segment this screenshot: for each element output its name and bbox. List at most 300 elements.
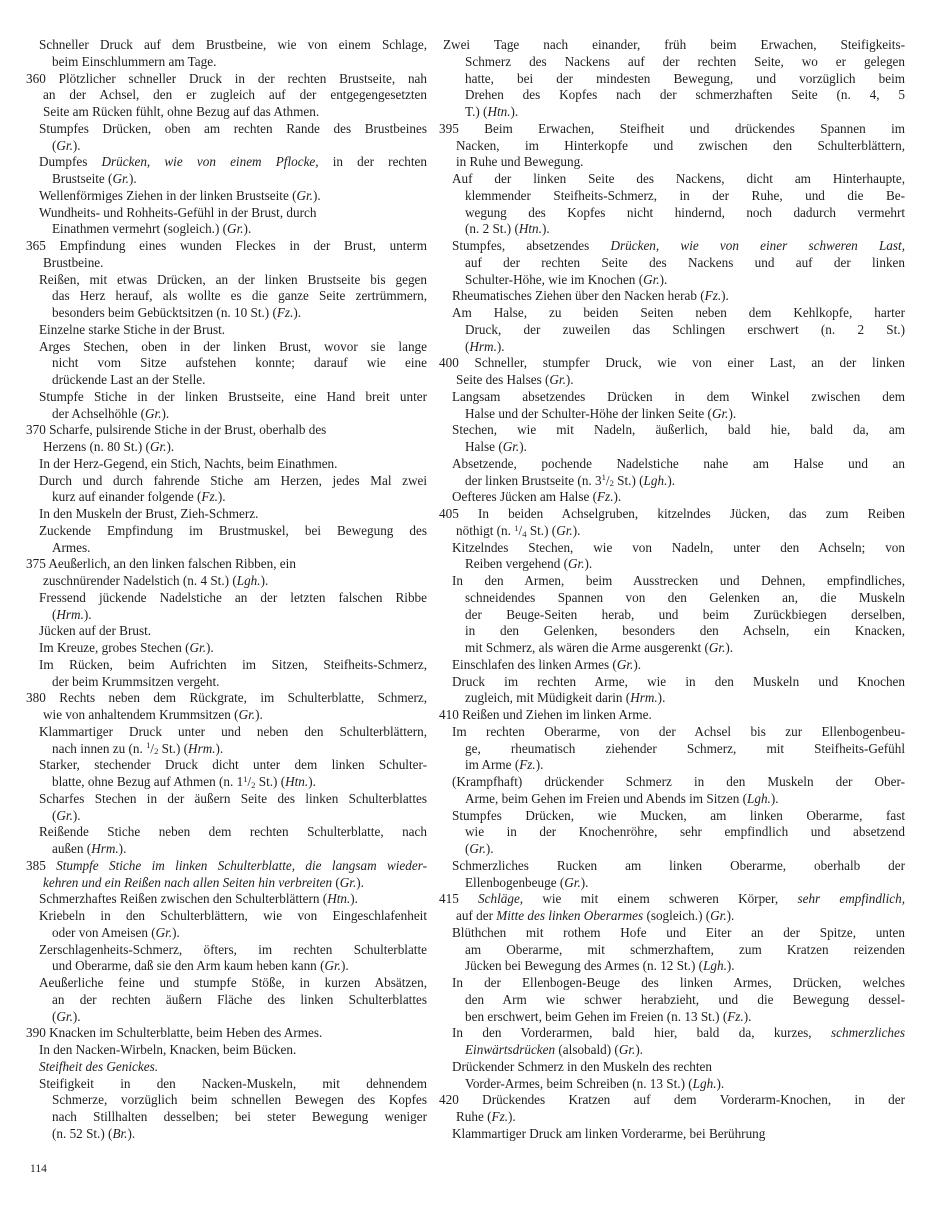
text-segment: In den Vorderarmen, bald hier, bald da, kurzes, (452, 1025, 832, 1041)
text-segment: das Herz herauf, als wollte es die ganze Seite zertrümmern, (52, 288, 427, 304)
text-segment: Schmerzliches Rucken am linken Oberarme, oberhalb der (452, 857, 905, 873)
symptom-entry (439, 1059, 905, 1093)
text-segment: wie von anhaltendem Krummsitzen ( (43, 707, 239, 722)
entry-line (26, 757, 427, 774)
text-segment: / (150, 740, 155, 756)
text-segment: Halse und der Schulter-Höhe der linken Seite ( (465, 405, 712, 421)
italic-text: Lgh. (747, 790, 771, 806)
symptom-entry (26, 205, 427, 239)
text-segment: ). (572, 522, 581, 538)
italic-text: Gr. (149, 439, 167, 454)
italic-text: Gr. (708, 640, 726, 655)
entry-line (439, 875, 905, 892)
text-segment: T.) ( (465, 104, 488, 119)
entry-line (439, 623, 905, 640)
text-segment: ). (260, 573, 269, 588)
entry-line (26, 841, 427, 858)
text-segment: nöthigt (n. (456, 522, 515, 538)
text-segment: Zuckende Empfindung im Brustmuskel, bei Bewegung des (39, 522, 427, 538)
symptom-entry (26, 238, 427, 272)
text-segment: St.) ( (526, 522, 557, 538)
text-segment: in der rechten (318, 154, 427, 170)
text-segment: Stumpfe Stiche in der linken Brustseite, eine Hand breit unter (39, 388, 427, 404)
text-segment: (n. 2 St.) ( (465, 221, 519, 237)
italic-text: Lgh. (692, 1075, 717, 1091)
symptom-entry (26, 339, 427, 389)
entry-line (26, 908, 427, 925)
text-segment: Einschlafen des linken Armes ( (452, 656, 617, 672)
text-segment: ). (633, 656, 642, 672)
italic-text: Gr. (616, 656, 634, 672)
entry-line (439, 154, 905, 171)
italic-text: Mitte des linken Oberarmes (496, 908, 644, 923)
entry-line (439, 1025, 905, 1042)
text-segment: Reißende Stiche neben dem rechten Schulterblatte, nach (39, 824, 427, 840)
text-segment: Scharfes Stechen in der äußern Seite des linken Schulterblattes (39, 790, 427, 806)
text-segment: an der Achsel, den er zugleich auf der entgegengesetzten (43, 87, 427, 103)
entry-line (26, 1109, 427, 1126)
symptom-entry (439, 925, 905, 975)
entry-line (26, 473, 427, 490)
entry-line (439, 439, 905, 456)
entry-line (439, 757, 905, 774)
symptom-entry (26, 757, 427, 791)
column-right (439, 37, 905, 1143)
italic-text: Gr. (112, 171, 129, 186)
text-segment: / (605, 472, 610, 488)
text-segment: ( (465, 338, 470, 354)
text-segment: Drehen des Kopfes nach der schmerzhaften Seite (n. 4, 5 (465, 87, 905, 103)
entry-line (439, 221, 905, 238)
entry-line (26, 975, 427, 992)
text-segment: Durch und durch fahrende Stiche am Herzen, jedes Mal zwei (39, 472, 427, 488)
text-segment: kurz auf einander folgende ( (52, 489, 202, 505)
symptom-entry (26, 154, 427, 188)
text-segment: ben erschwert, beim Gehen im Freien (n. 13 St.) ( (465, 1008, 728, 1024)
entry-line (26, 942, 427, 959)
text-segment: ). (496, 338, 505, 354)
italic-text: Hrm. (469, 338, 497, 354)
symptom-entry (26, 590, 427, 624)
text-segment: Ellenbogenbeuge ( (465, 874, 565, 890)
italic-text: Lgh. (236, 573, 261, 588)
symptom-entry (439, 1025, 905, 1059)
symptom-entry (439, 808, 905, 858)
symptom-entry (26, 942, 427, 976)
text-segment: Wundheits- und Rohheits-Gefühl in der Brust, durch (39, 204, 317, 220)
text-segment: 1 (243, 773, 248, 784)
entry-line (26, 540, 427, 557)
entry-line (26, 724, 427, 741)
entry-line (26, 707, 427, 724)
entry-line (439, 707, 905, 724)
text-segment: Rechts neben dem Rückgrate, im Schulterblatte, Schmerz, (59, 690, 428, 706)
entry-line (26, 54, 427, 71)
text-segment: Stumpfes Drücken, wie Mucken, am linken Oberarme, fast (452, 807, 905, 823)
text-segment: ). (350, 891, 358, 907)
text-segment: besonders beim Gebücktsitzen (n. 10 St.) ( (52, 305, 277, 320)
entry-line (26, 305, 427, 322)
entry-line (439, 824, 905, 841)
symptom-entry (439, 288, 905, 305)
entry-line (439, 958, 905, 975)
entry-line (26, 992, 427, 1009)
italic-text: Htn. (327, 891, 351, 907)
italic-text: Gr. (56, 807, 73, 823)
entry-line (26, 858, 427, 875)
entry-line (439, 858, 905, 875)
symptom-entry (439, 37, 905, 121)
text-segment: ). (584, 556, 593, 572)
italic-text: Gr. (564, 874, 581, 890)
entry-line (439, 556, 905, 573)
entry-line (439, 607, 905, 624)
entry-line (26, 71, 427, 88)
text-segment: beim Einschlummern am Tage. (52, 53, 217, 69)
symptom-entry (26, 623, 427, 640)
text-segment: Brustseite ( (52, 171, 113, 186)
symptom-entry (439, 121, 905, 171)
entry-line (439, 54, 905, 71)
entry-number: 405 (439, 506, 478, 521)
entry-line (26, 556, 427, 573)
text-segment: auf der rechten Seite des Nackens und auf der linken (465, 254, 905, 270)
entry-line (439, 389, 905, 406)
text-segment: Stumpfes, absetzendes (452, 238, 611, 253)
text-segment: Wellenförmiges Ziehen in der linken Brustseite ( (39, 187, 297, 203)
entry-line (26, 958, 427, 975)
entry-line (439, 205, 905, 222)
italic-text: Gr. (324, 958, 341, 974)
page-number: 114 (30, 1163, 47, 1175)
symptom-entry (26, 71, 427, 121)
entry-line (26, 640, 427, 657)
text-segment: Auf der linken Seite des Nackens, dicht am Hinterhaupte, (452, 171, 905, 186)
entry-line (439, 540, 905, 557)
entry-line (26, 891, 427, 908)
entry-number: 415 (439, 891, 479, 907)
entry-line (26, 808, 427, 825)
text-segment: Seite am Rücken fühlt, ohne Bezug auf das Athmen. (43, 104, 320, 119)
text-segment: ). (217, 489, 226, 505)
text-segment: ). (166, 439, 175, 454)
italic-text: Hrm. (188, 740, 216, 756)
text-segment: Zerschlagenheits-Schmerz, öfters, im rechten Schulterblatte (39, 941, 427, 957)
entry-line (26, 1042, 427, 1059)
text-segment: schneidendes Spannen von den Gelenken an, die Muskeln (465, 589, 905, 605)
symptom-entry (439, 1126, 905, 1143)
entry-line (26, 506, 427, 523)
symptom-entry (26, 556, 427, 590)
text-segment: Schmerz des Nackens auf der rechten Seite, wo er gelegen (465, 53, 905, 69)
symptom-entry (26, 188, 427, 205)
entry-line (439, 1042, 905, 1059)
text-segment: ). (725, 640, 734, 655)
text-segment: ). (657, 690, 666, 706)
entry-line (26, 288, 427, 305)
symptom-entry (26, 1076, 427, 1143)
text-segment: 1 (146, 740, 151, 751)
italic-text: Gr. (238, 707, 256, 722)
text-segment: zugleich, mit Müdigkeit darin ( (465, 690, 631, 706)
entry-line (26, 741, 427, 758)
symptom-entry (439, 1092, 905, 1126)
entry-line (26, 1126, 427, 1143)
entry-number: 410 (439, 707, 463, 722)
symptom-entry (26, 473, 427, 507)
italic-text: Gr. (189, 640, 206, 655)
text-segment: wie in der Knochenröhre, sehr empfindlich und absetzend (465, 824, 905, 840)
text-segment: wie mit einem schweren Körper, (523, 891, 798, 907)
text-segment: Schmerzhaftes Reißen zwischen den Schulterblättern ( (39, 891, 328, 907)
italic-text: Lgh. (703, 958, 727, 974)
entry-line (439, 188, 905, 205)
entry-line (26, 355, 427, 372)
text-segment: Schulter-Höhe, wie im Knochen ( (465, 271, 644, 287)
entry-line (439, 590, 905, 607)
text-segment: drückende Last an der Stelle. (52, 372, 206, 387)
entry-line (26, 1009, 427, 1026)
entry-number: 380 (26, 690, 60, 706)
entry-line (26, 272, 427, 289)
symptom-entry (26, 891, 427, 908)
entry-line (26, 104, 427, 121)
text-segment: Steifigkeit in den Nacken-Muskeln, mit dehnendem (39, 1075, 427, 1091)
text-segment: Drückender Schmerz in den Muskeln des rechten (452, 1058, 712, 1074)
text-segment: Reiben vergehend ( (465, 556, 569, 572)
entry-line (26, 372, 427, 389)
text-segment: an der rechten äußern Fläche des linken Schulterblattes (52, 991, 427, 1007)
entry-line (26, 188, 427, 205)
text-segment: Aeußerlich, an den linken falschen Ribben, ein (48, 556, 296, 572)
symptom-entry (26, 121, 427, 155)
text-segment: ). (215, 740, 224, 756)
symptom-entry (439, 774, 905, 808)
text-segment: 1 (514, 522, 519, 533)
italic-text: Gr. (710, 908, 727, 923)
entry-line (439, 573, 905, 590)
entry-number: 385 (26, 857, 57, 873)
column-left (26, 37, 427, 1143)
entry-line (439, 741, 905, 758)
text-segment: Vorder-Armes, beim Schreiben (n. 13 St.) ( (465, 1075, 693, 1091)
symptom-entry (439, 975, 905, 1025)
text-segment: ge, rheumatisch ziehender Schmerz, mit Steifheits-Gefühl (465, 740, 905, 756)
text-segment: Fressend jückende Nadelstiche an der letzten falschen Ribbe (39, 589, 427, 605)
symptom-entry (26, 975, 427, 1025)
italic-text: Lgh. (643, 472, 668, 488)
text-segment: Stumpfes Drücken, oben am rechten Rande des Brustbeines (39, 120, 427, 136)
entry-line (439, 523, 905, 540)
entry-line (26, 339, 427, 356)
entry-line (26, 1092, 427, 1109)
text-segment: (alsobald) ( (555, 1042, 619, 1057)
text-segment: ). (659, 271, 668, 287)
entry-line (26, 489, 427, 506)
text-segment: ). (580, 874, 589, 890)
italic-text: Drücken, wie von einer schweren Last, (610, 238, 905, 253)
text-segment: am Oberarme, mit schmerzhaftem, zum Kratzen reizenden (465, 941, 905, 957)
symptom-entry (26, 272, 427, 322)
text-segment: ). (206, 640, 214, 655)
entry-line (439, 255, 905, 272)
text-segment: der beim Krummsitzen vergeht. (52, 673, 220, 689)
italic-text: Gr. (56, 137, 73, 153)
entry-line (439, 1076, 905, 1093)
symptom-entry (439, 305, 905, 355)
symptom-entry (439, 573, 905, 657)
italic-text: Hrm. (56, 606, 84, 622)
text-segment: ). (255, 707, 263, 722)
entry-line (26, 205, 427, 222)
text-segment: Reißen, mit etwas Drücken, an der linken Brustseite bis gegen (39, 271, 427, 287)
italic-text: Htn. (518, 221, 542, 237)
text-segment: ). (118, 841, 127, 856)
text-segment: ). (172, 924, 180, 940)
entry-line (439, 791, 905, 808)
text-segment: Starker, stechender Druck dicht unter dem linken Schulter- (39, 757, 427, 773)
text-segment: oder von Ameisen ( (52, 924, 156, 940)
italic-text: Gr. (296, 187, 313, 203)
italic-text: Gr. (568, 556, 585, 572)
italic-text: Fz. (704, 288, 722, 304)
text-segment: Langsam absetzendes Drücken in dem Winkel zwischen dem (452, 388, 905, 404)
entry-line (26, 590, 427, 607)
italic-text: Hrm. (91, 841, 119, 856)
text-segment: ). (535, 757, 544, 773)
text-segment: nicht vom Sitze aufstehen konnte; darauf wie eine (52, 355, 427, 371)
text-segment: (n. 52 St.) ( (52, 1125, 113, 1141)
entry-line (439, 1009, 905, 1026)
text-segment: Stechen, wie mit Nadeln, äußerlich, bald hie, bald da, am (452, 422, 905, 438)
text-segment: ). (508, 1109, 516, 1124)
entry-line (26, 607, 427, 624)
text-segment: Schmerze, vorzüglich beim schnellen Bewegen des Kopfes (52, 1092, 427, 1108)
entry-line (439, 171, 905, 188)
text-segment: ). (356, 874, 364, 890)
entry-line (439, 489, 905, 506)
text-segment: Kriebeln in den Schulterblättern, wie von Eingeschlafenheit (39, 908, 427, 923)
entry-line (439, 942, 905, 959)
entry-line (439, 925, 905, 942)
text-segment: Arges Stechen, oben in der linken Brust, wovor sie lange (39, 338, 427, 354)
entry-line (26, 389, 427, 406)
symptom-entry (26, 791, 427, 825)
italic-text: Br. (112, 1125, 128, 1141)
text-segment: 1 (601, 472, 606, 483)
entry-line (439, 992, 905, 1009)
entry-line (439, 1126, 905, 1143)
text-segment: In den Nacken-Wirbeln, Knacken, beim Bücken. (39, 1042, 297, 1057)
entry-line (26, 925, 427, 942)
text-segment: und Oberarme, daß sie den Arm kaum heben kann ( (52, 958, 325, 974)
text-segment: / (247, 774, 252, 789)
entry-line (26, 623, 427, 640)
text-segment: ). (161, 405, 170, 421)
text-segment: (sogleich.) ( (643, 908, 711, 923)
text-segment: 2 (609, 478, 614, 489)
symptom-entry (26, 506, 427, 523)
text-segment: Rheumatisches Ziehen über den Nacken herab ( (452, 288, 705, 304)
text-segment: zuschnürender Nadelstich (n. 4 St.) ( (43, 573, 237, 588)
text-segment: Brustbeine. (43, 254, 104, 270)
entry-line (439, 657, 905, 674)
italic-text: Fz. (597, 489, 614, 505)
entry-line (439, 288, 905, 305)
entry-line (439, 640, 905, 657)
entry-number: 375 (26, 556, 49, 572)
text-segment: Druck, der zuweilen das Schlingen erschwert (n. 2 St.) (465, 321, 905, 337)
symptom-entry (26, 389, 427, 423)
entry-line (26, 439, 427, 456)
symptom-entry (439, 238, 905, 288)
text-segment: ). (340, 958, 349, 974)
entry-line (26, 1025, 427, 1042)
entry-line (26, 523, 427, 540)
text-segment: Jücken auf der Brust. (39, 623, 152, 639)
text-segment: ). (770, 790, 779, 806)
italic-text: kehren und ein Reißen nach allen Seiten hin verbreiten (43, 874, 336, 890)
text-segment: St.) ( (613, 472, 644, 488)
text-segment: mit Schmerz, als wären die Arme ausgerenkt ( (465, 640, 709, 655)
text-segment: Einzelne starke Stiche in der Brust. (39, 321, 226, 337)
text-segment: ( (335, 874, 340, 890)
text-segment: ). (72, 137, 81, 153)
symptom-entry (26, 640, 427, 657)
entry-line (439, 355, 905, 372)
entry-number: 390 (26, 1025, 50, 1041)
text-segment: Plötzlicher schneller Druck in der rechten Brustseite, nah (58, 70, 428, 86)
entry-line (439, 138, 905, 155)
text-segment: 2 (251, 779, 256, 790)
text-segment: klemmender Steifheits-Schmerz, in der Ruhe, und die Be- (465, 187, 905, 203)
text-segment: außen ( (52, 841, 92, 856)
text-segment: In den Muskeln der Brust, Zieh-Schmerz. (39, 506, 259, 521)
symptom-entry (26, 657, 427, 691)
text-segment: Armes. (52, 539, 91, 555)
entry-line (439, 908, 905, 925)
entry-line (439, 339, 905, 356)
entry-line (26, 406, 427, 423)
italic-text: Drücken, wie von einem Pflocke, (101, 154, 319, 170)
entry-line (26, 791, 427, 808)
symptom-entry (439, 674, 905, 708)
text-segment: ). (728, 405, 737, 421)
text-segment: ). (308, 774, 316, 789)
entry-line (439, 71, 905, 88)
text-segment: ). (726, 908, 735, 923)
symptom-entry (26, 422, 427, 456)
text-segment: Nacken, im Hinterkopfe und zwischen den Schulterblättern, (456, 137, 905, 153)
text-segment: Knacken im Schulterblatte, beim Heben des Armes. (49, 1025, 323, 1041)
text-segment: ). (485, 841, 494, 856)
italic-text: Fz. (491, 1109, 509, 1124)
italic-text: Schläge, (478, 891, 524, 907)
text-segment: nach Stillhalten desselben; bei steter Bewegung weniger (52, 1109, 427, 1124)
text-segment: (Krampfhaft) drückender Schmerz in den Muskeln der Ober- (452, 774, 905, 789)
symptom-entry (26, 1042, 427, 1059)
text-segment: ( (52, 137, 57, 153)
text-segment: ). (635, 1042, 644, 1057)
italic-text: Fz. (201, 489, 218, 505)
text-segment: der linken Brustseite (n. 3 (465, 472, 602, 488)
italic-text: Einwärtsdrücken (465, 1042, 556, 1057)
text-segment: ). (72, 1008, 81, 1024)
symptom-entry (26, 1025, 427, 1042)
entry-number: 400 (439, 355, 475, 371)
symptom-entry (439, 858, 905, 892)
entry-line (26, 422, 427, 439)
